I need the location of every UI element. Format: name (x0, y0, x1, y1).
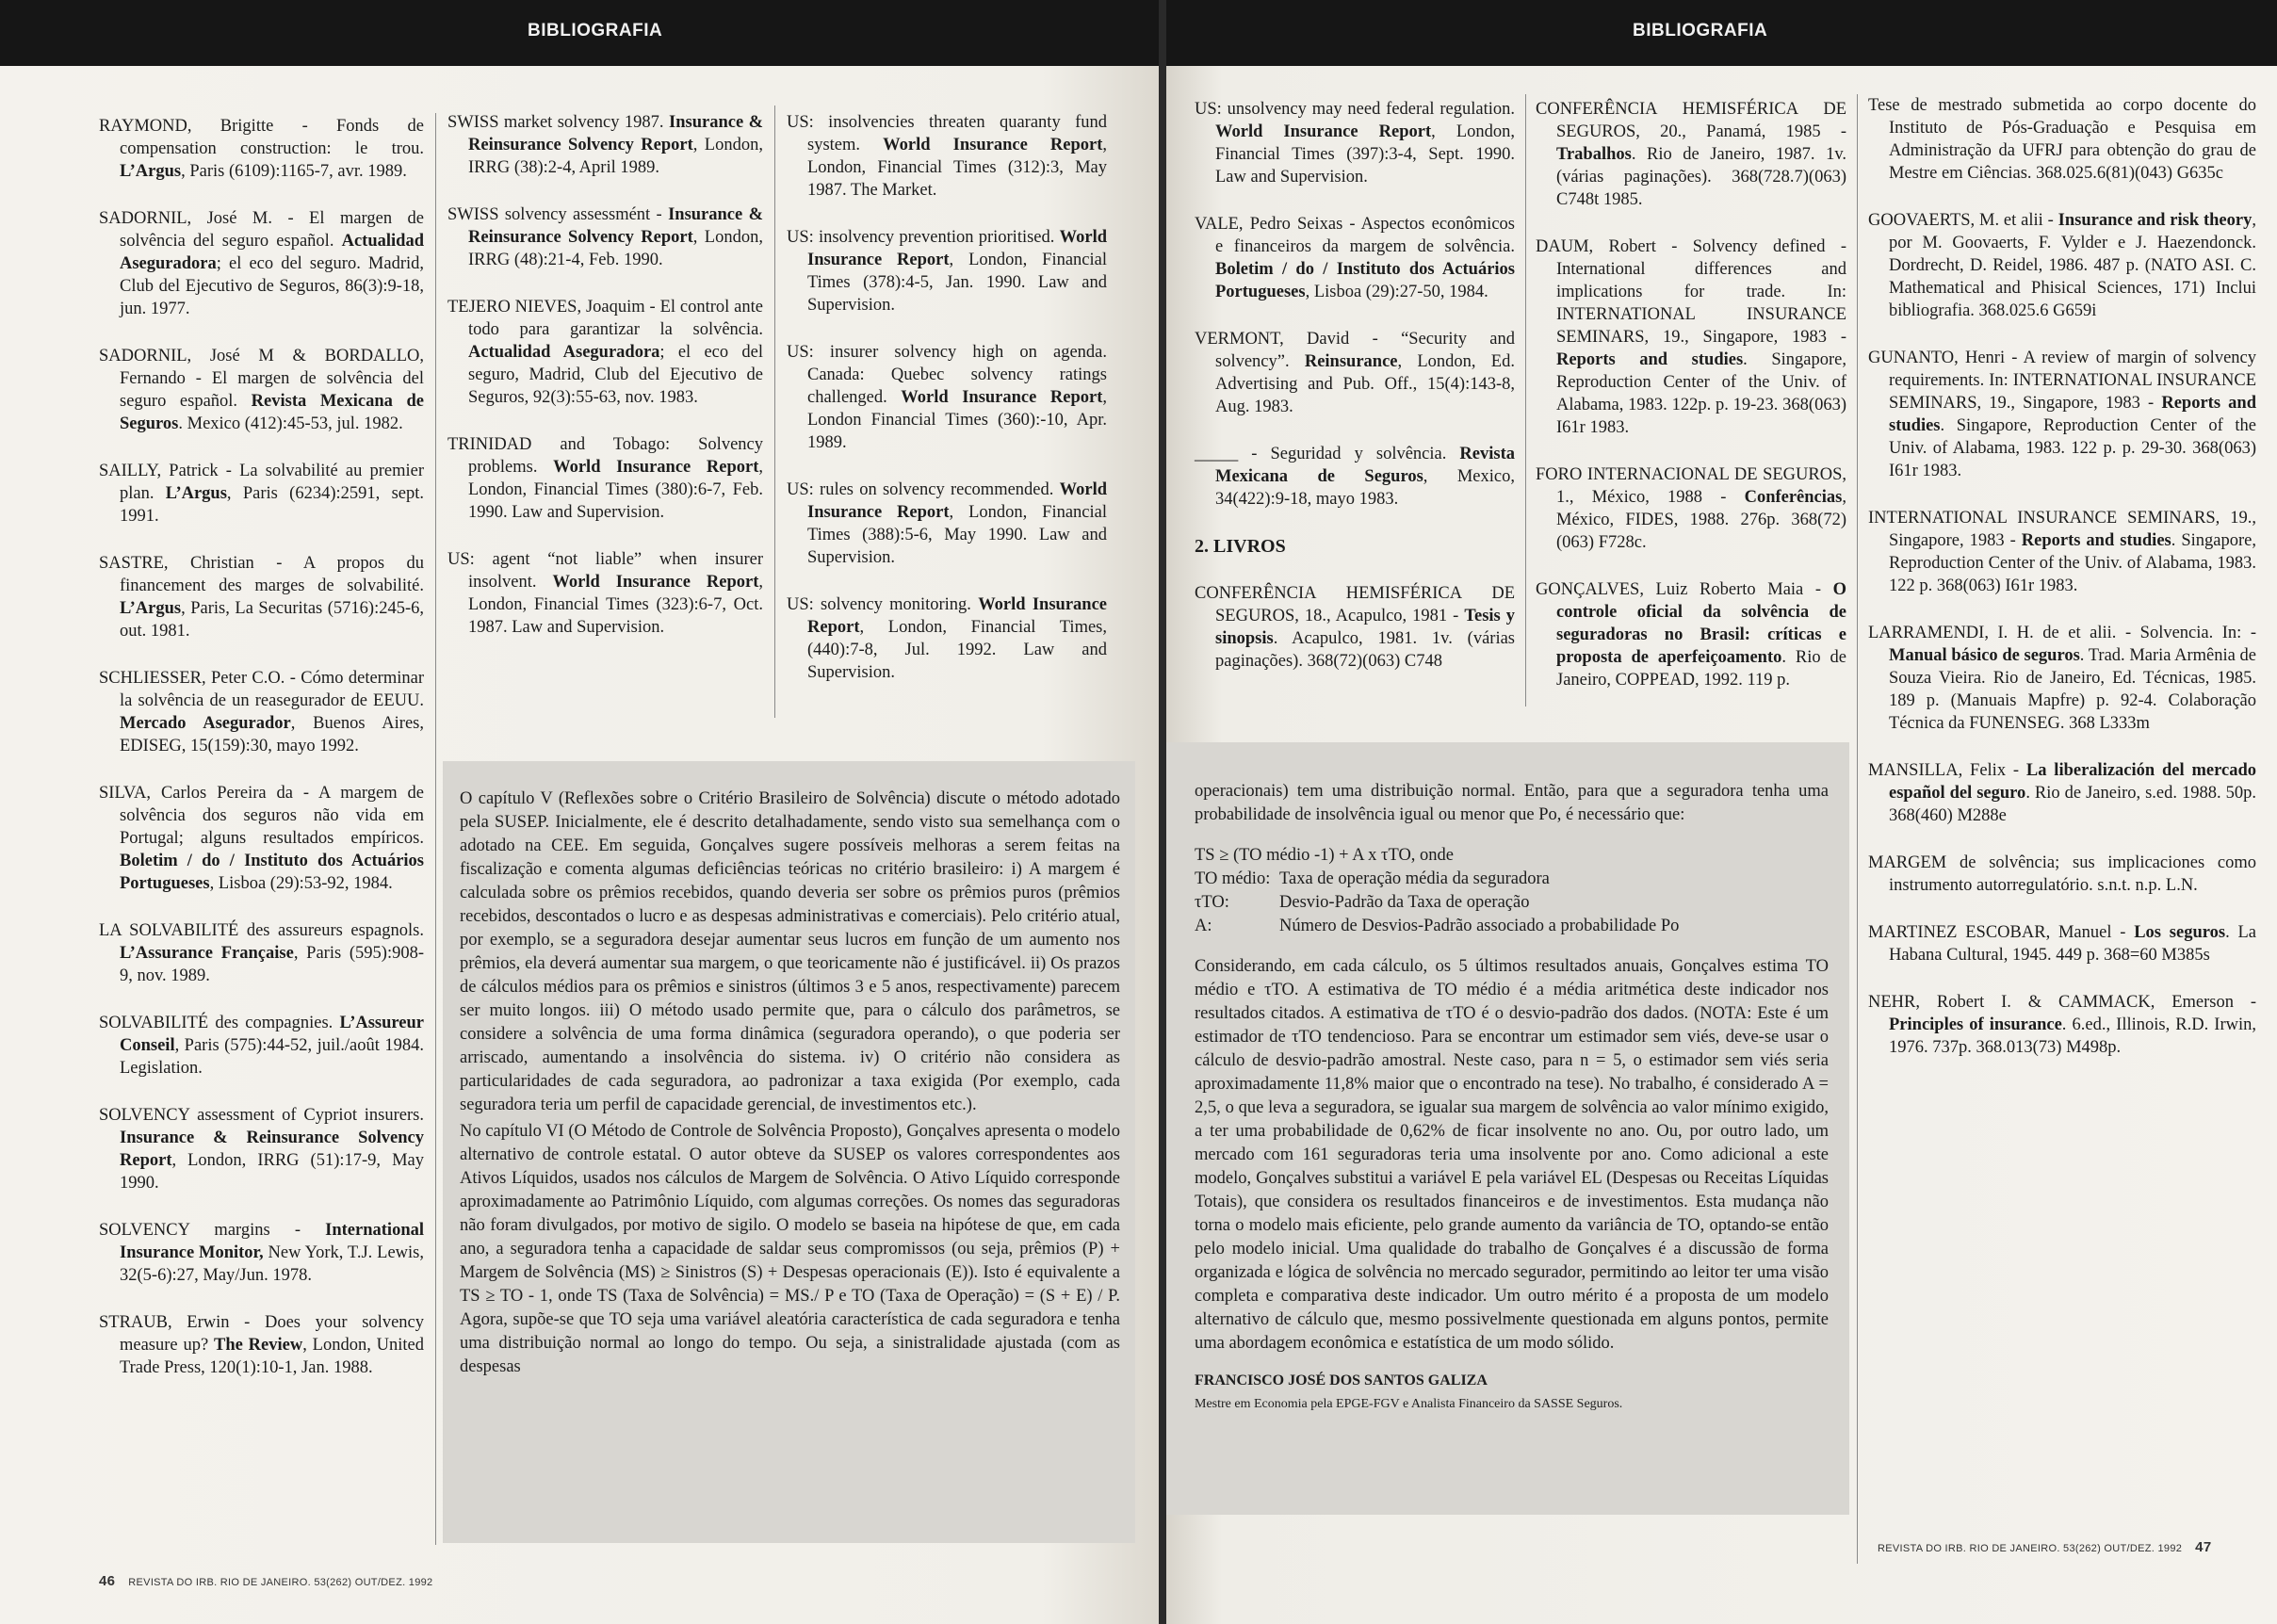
bibliography-entry (1868, 759, 2256, 827)
page-number: 46 (99, 1573, 116, 1589)
entry-title: L’Assurance Française (120, 944, 294, 963)
entry-text: SOLVENCY margins - (99, 1221, 326, 1240)
left-column-1 (99, 115, 424, 1404)
entry-text: , London, Ed. Advertising and Pub. Off., 15(4):143-8, Aug. 1983. (1215, 352, 1515, 416)
entry-text: . Trad. Maria Armênia de Souza Vieira. Rio de Janeiro, Ed. Técnicas, 1985. 189 p. (Manuais Mapfre) p. 92-4. Colaboração Técnica da FUNENSEG. 368 L333m (1889, 646, 2256, 733)
entry-text: ; el eco del seguro. Madrid, Club del Ejecutivo de Seguros, 86(3):9-18, jun. 1977. (120, 254, 424, 318)
entry-text: , London, IRRG (48):21-4, Feb. 1990. (468, 228, 763, 269)
entry-title: World Insurance Report (807, 228, 1107, 269)
bibliography-entry (1868, 94, 2256, 185)
entry-text: , Paris (575):44-52, juil./août 1984. Legislation. (120, 1036, 424, 1078)
bibliography-entry (99, 1104, 424, 1194)
entry-text: TRINIDAD and Tobago: Solvency problems. (447, 435, 763, 477)
entry-title: World Insurance Report (553, 458, 759, 477)
bibliography-entry (787, 111, 1107, 202)
bibliography-entry (1868, 852, 2256, 897)
entry-title: The Review (214, 1336, 303, 1355)
entry-text: , Lisboa (29):53-92, 1984. (209, 874, 393, 893)
author-name: FRANCISCO JOSÉ DOS SANTOS GALIZA (1195, 1372, 1488, 1389)
header-band-right (1166, 0, 2277, 66)
bibliography-entry (1195, 328, 1515, 418)
entry-title: Insurance & Reinsurance Solvency Report (468, 113, 763, 154)
entry-title: Reports and studies (1889, 394, 2256, 435)
bibliography-entry (447, 203, 763, 271)
entry-text: , London, Financial Times (323):6-7, Oct. 1987. Law and Supervision. (468, 573, 763, 637)
entry-title: Principles of insurance (1889, 1015, 2062, 1034)
entry-text: LARRAMENDI, I. H. de et alii. - Solvencia. In: - (1868, 624, 2256, 642)
entry-title: La liberalización del mercado español del seguro (1889, 761, 2256, 803)
entry-text: US: insolvency prevention prioritised. (787, 228, 1060, 247)
entry-title: L’Assureur Conseil (120, 1014, 424, 1055)
entry-title: Boletim / do / Instituto dos Actuários Portugueses (120, 852, 424, 893)
formula-line: τTO: Desvio-Padrão da Taxa de operação (1195, 893, 1530, 912)
entry-text: _____ - Seguridad y solvência. (1195, 445, 1460, 463)
bibliography-entry (1868, 921, 2256, 966)
entry-text: , Paris (6109):1165-7, avr. 1989. (181, 162, 407, 181)
entry-text: SCHLIESSER, Peter C.O. - Cómo determinar la solvência de un reasegurador de EEUU. (99, 669, 424, 710)
header-title-left: BIBLIOGRAFIA (528, 21, 663, 41)
entry-text: SADORNIL, José M. - El margen de solvência del seguro español. (99, 209, 424, 251)
entry-text: SWISS solvency assessmént - (447, 205, 669, 224)
entry-text: , London, Financial Times, (440):7-8, Jul. 1992. Law and Supervision. (807, 618, 1107, 682)
entry-text: , Lisboa (29):27-50, 1984. (1305, 283, 1488, 301)
entry-text: . Mexico (412):45-53, jul. 1982. (178, 414, 403, 433)
bibliography-entry (1195, 213, 1515, 303)
entry-text: TEJERO NIEVES, Joaquim - El control ante todo para garantizar la solvência. (447, 298, 763, 339)
entry-title: World Insurance Report (807, 595, 1107, 637)
entry-text: LA SOLVABILITÉ des assureurs espagnols. (99, 921, 424, 940)
entry-title: World Insurance Report (807, 480, 1107, 522)
bibliography-entry (1536, 235, 1846, 439)
entry-text: SWISS market solvency 1987. (447, 113, 669, 132)
entry-title: Reports and studies (1556, 350, 1744, 369)
entry-title: Revista Mexicana de Seguros (1215, 445, 1515, 486)
entry-text: SAILLY, Patrick - La solvabilité au premier plan. (99, 462, 424, 503)
entry-title: Boletim / do / Instituto dos Actuários Portugueses (1215, 260, 1515, 301)
entry-text: US: unsolvency may need federal regulation. (1195, 100, 1515, 119)
review-paragraph: O capítulo V (Reflexões sobre o Critério Brasileiro de Solvência) discute o método adotado pela SUSEP. Inicialmente, ele é descrito detalhadamente, sendo visto sua semelhança com o adotado na CEE. Em seguida, Gonçalves sugere possíveis melhoras a serem feitas na fiscalização e comenta algumas deficiências teóricas no critério brasileiro: i) A margem é calculada sobre os prêmios recebidos, quando deveria ser sobre os prêmios puros (prêmios recebidos, descontados o lucro e as despesas administrativas e comerciais). Pelo critério atual, por exemplo, se a seguradora desejar aumentar seus lucros em função de um aumento nos prêmios, ela deverá aumentar sua margem, o que teoricamente não é justificável. ii) Os prazos de cálculos médios para os prêmios e sinistros (últimos 3 e 5 anos, respectivamente) parecem ser muito longos. iii) O método usado permite que, para o cálculo dos parâmetros, se considere a solvência de uma forma dinâmica (seguradora operando), o que poderia ser arriscado, aumentando a insolvência do sistema. iv) O critério não considera as particularidades de cada seguradora, ao padronizar a taxa exigida (Por exemplo, cada seguradora teria um perfil de capacidade gerencial, de investimentos etc.). (460, 789, 1120, 1114)
entry-text: . Rio de Janeiro, 1987. 1v. (várias paginações). 368(728.7)(063) C748t 1985. (1556, 145, 1846, 209)
entry-title: Insurance and risk theory (2057, 211, 2253, 230)
entry-title: L’Argus (165, 484, 227, 503)
entry-text: , London, Financial Times (397):3-4, Sept. 1990. Law and Supervision. (1215, 122, 1515, 187)
bibliography-entry (99, 919, 424, 987)
bibliography-entry (1536, 578, 1846, 691)
bibliography-entry (1195, 98, 1515, 188)
entry-text: SOLVENCY assessment of Cypriot insurers. (99, 1106, 424, 1125)
entry-text: . 6.ed., Illinois, R.D. Irwin, 1976. 737p. 368.013(73) M498p. (1889, 1015, 2257, 1057)
bibliography-entry (1868, 209, 2256, 322)
entry-title: L’Argus (120, 162, 182, 181)
entry-title: L’Argus (120, 599, 182, 618)
bibliography-entry (787, 593, 1107, 684)
entry-text: RAYMOND, Brigitte - Fonds de compensation construction: le trou. (99, 117, 424, 158)
entry-text: US: solvency monitoring. (787, 595, 979, 614)
entry-title: World Insurance Report (883, 136, 1103, 154)
bibliography-entry (99, 667, 424, 757)
entry-text: ; el eco del seguro, Madrid, Club del Ejecutivo de Seguros, 92(3):55-63, nov. 1983. (468, 343, 763, 407)
bibliography-entry (787, 226, 1107, 317)
entry-text: , por M. Goovaerts, F. Vylder e J. Haezendonck. Dordrecht, D. Reidel, 1986. 487 p. (NATO ASI. C. Mathematical and Phisical Sciences, 171) Inclui bibliografia. 368.025.6 G659i (1889, 211, 2256, 320)
right-page (1166, 0, 2277, 1624)
entry-text: , Paris (6234):2591, sept. 1991. (120, 484, 424, 526)
bibliography-entry (99, 1219, 424, 1287)
entry-text: , Mexico, 34(422):9-18, mayo 1983. (1215, 467, 1515, 509)
entry-text: INTERNATIONAL INSURANCE SEMINARS, 19., Singapore, 1983 - (1868, 509, 2256, 550)
entry-text: SASTRE, Christian - A propos du financement des marges de solvabilité. (99, 554, 424, 595)
entry-text: , London, Financial Times (380):6-7, Feb. 1990. Law and Supervision. (468, 458, 763, 522)
bibliography-entry (447, 111, 763, 179)
section-heading: 2. LIVROS (1195, 536, 1286, 557)
entry-title: Reports and studies (2021, 531, 2171, 550)
review-box-left (443, 761, 1135, 1543)
entry-text: , Paris, La Securitas (5716):245-6, out. 1981. (120, 599, 424, 641)
formula-line: TS ≥ (TO médio -1) + A x τTO, onde (1195, 846, 1455, 865)
entry-text: VALE, Pedro Seixas - Aspectos econômicos e financeiros da margem de solvência. (1195, 215, 1515, 256)
formula-block (1195, 844, 1829, 938)
bibliography-entry (99, 460, 424, 528)
entry-title: World Insurance Report (901, 388, 1103, 407)
entry-title: Mercado Asegurador (120, 714, 291, 733)
entry-text: , Paris (595):908-9, nov. 1989. (120, 944, 424, 985)
entry-text: FORO INTERNACIONAL DE SEGUROS, 1., México, 1988 - (1536, 465, 1846, 507)
column-rule (1857, 94, 1858, 1564)
entry-text: CONFERÊNCIA HEMISFÉRICA DE SEGUROS, 20., Panamá, 1985 - (1536, 100, 1846, 141)
entry-title: Conferências (1744, 488, 1843, 507)
footer-citation: REVISTA DO IRB. RIO DE JANEIRO. 53(262) OUT/DEZ. 1992 (1878, 1543, 2183, 1554)
entry-title: Insurance & Reinsurance Solvency Report (120, 1129, 424, 1170)
column-rule (435, 113, 436, 1545)
footer-right (1878, 1539, 2211, 1555)
bibliography-entry (447, 548, 763, 639)
entry-title: Insurance & Reinsurance Solvency Report (468, 205, 764, 247)
entry-text: SADORNIL, José M & BORDALLO, Fernando - El margen de solvência del seguro español. (99, 347, 424, 411)
formula-line: TO médio: Taxa de operação média da seguradora (1195, 869, 1550, 888)
page-number: 47 (2195, 1539, 2212, 1555)
entry-text: MARGEM de solvência; sus implicaciones como instrumento autorregulatório. s.n.t. n.p. L.N. (1868, 853, 2256, 895)
entry-title: World Insurance Report (1215, 122, 1432, 141)
entry-text: VERMONT, David - “Security and solvency”. (1195, 330, 1515, 371)
review-paragraph: Considerando, em cada cálculo, os 5 últimos resultados anuais, Gonçalves estima TO médio e τTO. A estimativa de TO médio é a média aritmética deste indicador nos resultados citados. A estimativa de τTO é o desvio-padrão dos dados. (NOTA: Este é um estimador de τTO tendencioso. Para se encontrar um estimador sem viés, deve-se usar o cálculo de desvio-padrão amostral. Neste caso, para n = 5, o estimador sem viés seria aproximadamente 11,8% maior que o encontrado na tese). No trabalho, é considerado A = 2,5, o que leva a seguradora, se igualar sua margem de solvência ao valor mínimo exigido, a ter uma probabilidade de 0,62% de ficar insolvente no ano. Ou, por outro lado, um mercado com 161 seguradoras teria uma insolvente por ano. Como adicional a este modelo, Gonçalves substitui a variável E pela variável EL (Despesas ou Receitas Líquidas Totais), que considera os resultados financeiros e de investimentos. Esta mudança não torna o modelo mais eficiente, pelo grande aumento da variância de TO, optando-se então pelo modelo inicial. Uma qualidade do trabalho de Gonçalves é a discussão de forma organizada e lógica de solvência no mercado segurador, permitindo ao leitor ter uma visão completa e comparativa deste indicador. Um outro mérito é a proposta de um modelo alternativo de cálculo que, mesmo possivelmente questionada em alguns pontos, permite uma abordagem econômica e estatística de um modo sólido. (1195, 957, 1829, 1353)
entry-text: STRAUB, Erwin - Does your solvency measure up? (99, 1313, 424, 1355)
entry-title: Reinsurance (1304, 352, 1398, 371)
column-rule (774, 106, 775, 718)
entry-title: Actualidad Aseguradora (468, 343, 660, 362)
entry-text: New York, T.J. Lewis, 32(5-6):27, May/Jun. 1978. (120, 1243, 424, 1285)
right-column-2 (1536, 98, 1846, 716)
bibliography-entry (1536, 98, 1846, 211)
entry-text: . Singapore, Reproduction Center of the Univ. of Alabama, 1983. 122 p. 368(063) I61r 1983. (1889, 531, 2256, 595)
entry-text: US: insurer solvency high on agenda. Canada: Quebec solvency ratings challenged. (787, 343, 1107, 407)
entry-title: Trabalhos (1556, 145, 1632, 164)
entry-text: MARTINEZ ESCOBAR, Manuel - (1868, 923, 2135, 942)
bibliography-entry (1868, 347, 2256, 482)
entry-text: GOOVAERTS, M. et alii - (1868, 211, 2058, 230)
entry-text: SOLVABILITÉ des compagnies. (99, 1014, 340, 1032)
entry-text: DAUM, Robert - Solvency defined - International differences and implications for trade. In: INTERNATIONAL INSURANCE SEMINARS, 19., Singapore, 1983 - (1536, 237, 1846, 347)
left-column-2 (447, 111, 763, 663)
entry-text: . La Habana Cultural, 1945. 449 p. 368=60 M385s (1889, 923, 2256, 965)
entry-text: . Singapore, Reproduction Center of the Univ. of Alabama, 1983. 122p. p. 19-23. 368(063) I61r 1983. (1556, 350, 1846, 437)
column-rule (1525, 94, 1526, 706)
entry-text: Tese de mestrado submetida ao corpo docente do Instituto de Pós-Graduação e Pesquisa em Administração da UFRJ para obtenção do grau de Mestre em Ciências. 368.025.6(81)(043) G635c (1868, 96, 2256, 183)
entry-title: O controle oficial da solvência de seguradoras no Brasil: críticas e proposta de aperfeiçoamento (1556, 580, 1846, 667)
entry-text: . Rio de Janeiro, COPPEAD, 1992. 119 p. (1556, 648, 1846, 690)
entry-title: World Insurance Report (552, 573, 759, 592)
bibliography-entry (99, 552, 424, 642)
review-paragraph: operacionais) tem uma distribuição normal. Então, para que a seguradora tenha uma probabilidade de insolvência igual ou menor que Po, é necessário que: (1195, 782, 1829, 824)
entry-text: , London, IRRG (38):2-4, April 1989. (468, 136, 763, 177)
bibliography-entry (1536, 463, 1846, 554)
entry-text: , London, Financial Times (378):4-5, Jan. 1990. Law and Supervision. (807, 251, 1107, 315)
bibliography-entry (1868, 991, 2256, 1059)
bibliography-entry (99, 345, 424, 435)
entry-title: Tesis y sinopsis (1215, 607, 1515, 648)
entry-title: International Insurance Monitor, (120, 1221, 424, 1262)
author-role: Mestre em Economia pela EPGE-FGV e Analista Financeiro da SASSE Seguros. (1195, 1397, 1623, 1411)
entry-text: CONFERÊNCIA HEMISFÉRICA DE SEGUROS, 18., Acapulco, 1981 - (1195, 584, 1515, 625)
entry-text: NEHR, Robert I. & CAMMACK, Emerson - (1868, 993, 2256, 1012)
entry-title: Actualidad Aseguradora (120, 232, 424, 273)
review-paragraph: No capítulo VI (O Método de Controle de Solvência Proposto), Gonçalves apresenta o modelo alternativo de controle estatal. O autor obteve da SUSEP os valores correspondentes aos Ativos Líquidos, usados nos cálculos de Margem de Solvência. O Ativo Líquido corresponde aproximadamente ao Patrimônio Líquido, com algumas correções. Os nomes das seguradoras não foram divulgados, por motivo de sigilo. O modelo se baseia na hipótese de que, em cada ano, a seguradora tenha a capacidade de saldar seus compromissos (ou seja, prêmios (P) + Margem de Solvência (MS) ≥ Sinistros (S) + Despesas operacionais (E)). Isto é equivalente a TS ≥ TO - 1, onde TS (Taxa de Solvência) = MS./ P e TO (Taxa de Operação) = (S + E) / P. Agora, supõe-se que TO seja uma variável aleatória característica de cada seguradora e tenha uma distribuição normal ao longo do tempo. Ou seja, a sinistralidade ajustada (com as despesas (460, 1122, 1120, 1376)
bibliography-entry (447, 433, 763, 524)
footer-citation: REVISTA DO IRB. RIO DE JANEIRO. 53(262) OUT/DEZ. 1992 (128, 1577, 433, 1588)
entry-title: Revista Mexicana de Seguros (120, 392, 424, 433)
bibliography-entry (99, 115, 424, 183)
entry-text: . Acapulco, 1981. 1v. (várias paginações). 368(72)(063) C748 (1215, 629, 1515, 671)
entry-text: , London Financial Times (360):-10, Apr. 1989. (807, 388, 1108, 452)
entry-text: US: insolvencies threaten quaranty fund system. (787, 113, 1107, 154)
bibliography-entry (1195, 443, 1515, 511)
bibliography-entry (99, 1012, 424, 1080)
entry-text: MANSILLA, Felix - (1868, 761, 2026, 780)
bibliography-entry (1868, 507, 2256, 597)
entry-title: Los seguros (2134, 923, 2226, 942)
entry-text: . Singapore, Reproduction Center of the Univ. of Alabama, 1983. 122 p. p. 29-30. 368(063) I61r 1983. (1889, 416, 2256, 480)
bibliography-entry (787, 341, 1107, 454)
formula-line: A: Número de Desvios-Padrão associado a probabilidade Po (1195, 917, 1680, 935)
entry-text: , London, IRRG (51):17-9, May 1990. (120, 1151, 424, 1193)
bibliography-entry (787, 479, 1107, 569)
footer-left (99, 1573, 432, 1589)
bibliography-entry (99, 782, 424, 895)
entry-text: , Buenos Aires, EDISEG, 15(159):30, mayo 1992. (120, 714, 424, 755)
left-column-3 (787, 111, 1107, 708)
entry-text: , México, FIDES, 1988. 276p. 368(72)(063) F728c. (1556, 488, 1846, 552)
entry-text: . Rio de Janeiro, s.ed. 1988. 50p. 368(460) M288e (1889, 784, 2256, 825)
entry-text: US: agent “not liable” when insurer insolvent. (447, 550, 763, 592)
right-column-1 (1195, 98, 1515, 697)
entry-title: Manual básico de seguros (1889, 646, 2080, 665)
entry-text: GONÇALVES, Luiz Roberto Maia - (1536, 580, 1833, 599)
entry-text: , London, United Trade Press, 120(1):10-1, Jan. 1988. (120, 1336, 424, 1377)
entry-text: SILVA, Carlos Pereira da - A margem de solvência dos seguros não vida em Portugal; alguns resultados empíricos. (99, 784, 424, 848)
bibliography-entry (99, 1311, 424, 1379)
entry-text: GUNANTO, Henri - A review of margin of solvency requirements. In: INTERNATIONAL INSURANCE SEMINARS, 19., Singapore, 1983 - (1868, 349, 2256, 413)
entry-text: US: rules on solvency recommended. (787, 480, 1060, 499)
header-band-left (0, 0, 1159, 66)
review-box-right (1166, 742, 1849, 1515)
entry-text: , London, Financial Times (388):5-6, May 1990. Law and Supervision. (807, 503, 1107, 567)
entry-text: , London, Financial Times (312):3, May 1987. The Market. (807, 136, 1108, 200)
bibliography-entry (447, 296, 763, 409)
header-title-right: BIBLIOGRAFIA (1633, 21, 1768, 41)
bibliography-entry (1868, 622, 2256, 735)
bibliography-entry (99, 207, 424, 320)
bibliography-entry (1195, 582, 1515, 673)
right-column-3 (1868, 94, 2256, 1083)
